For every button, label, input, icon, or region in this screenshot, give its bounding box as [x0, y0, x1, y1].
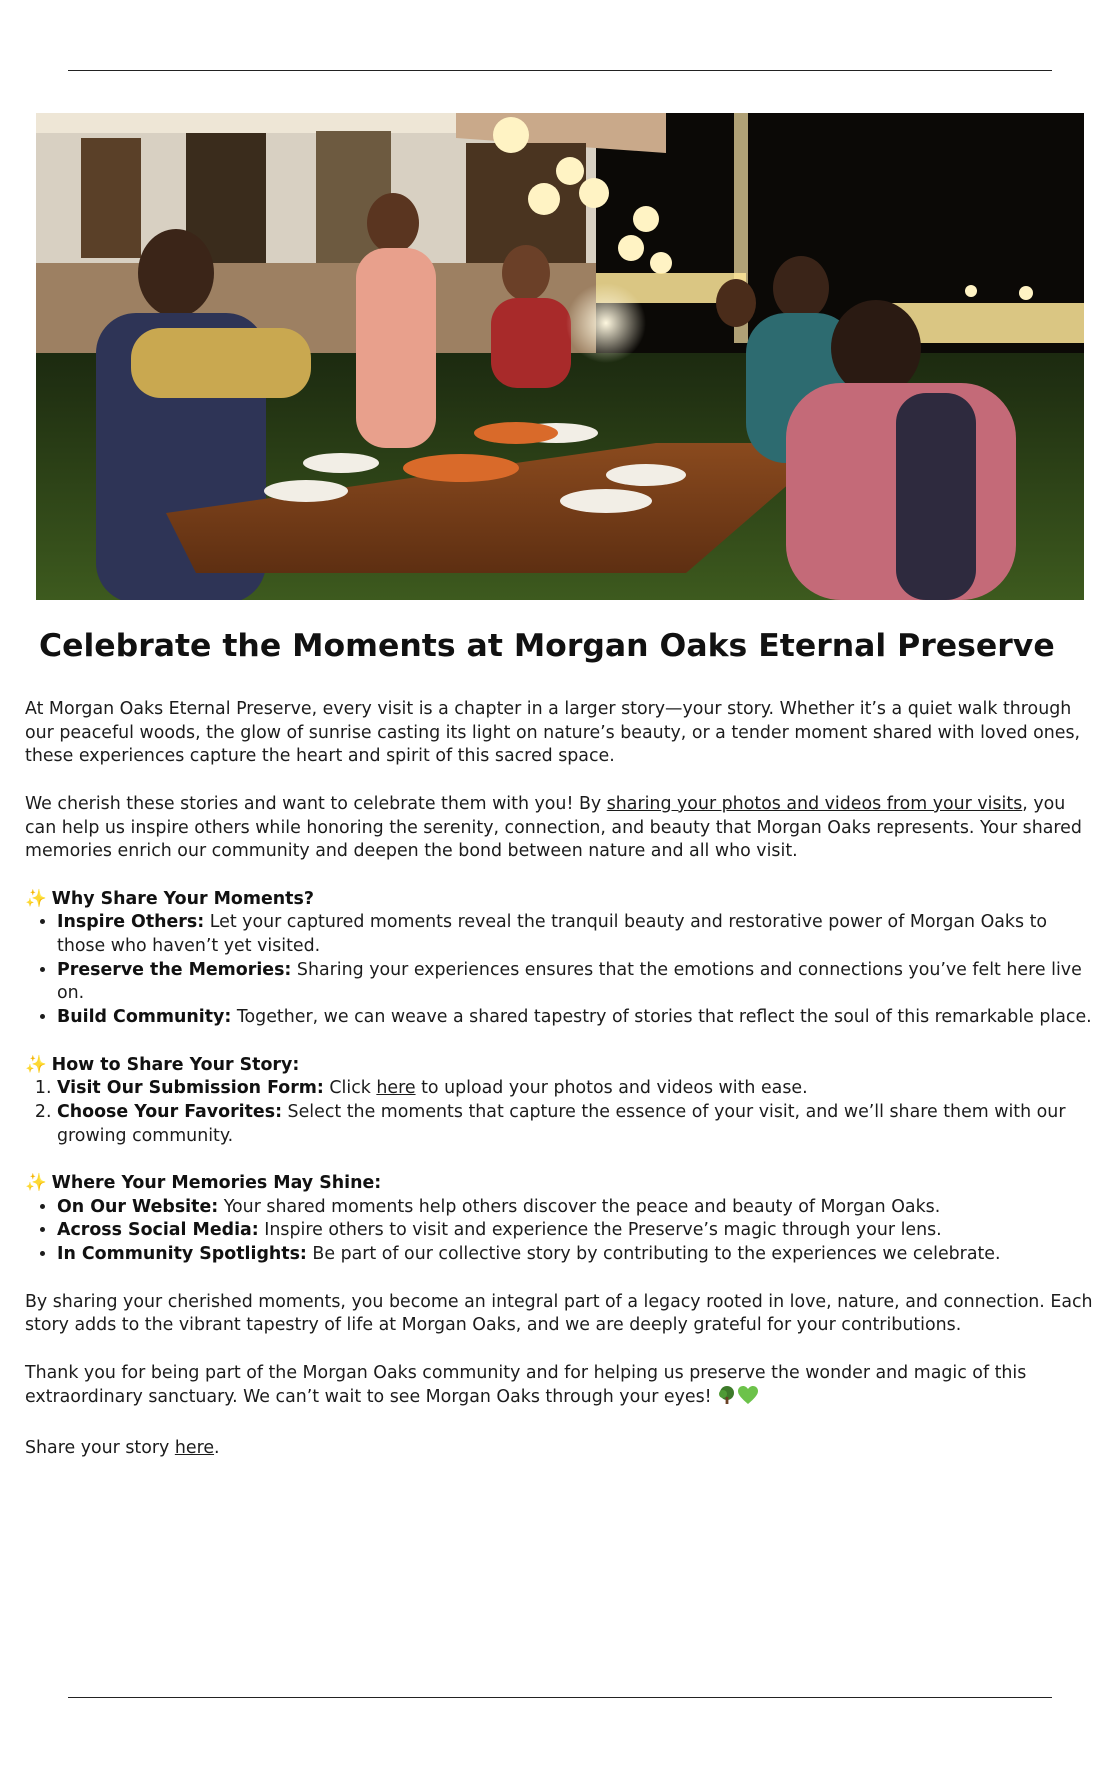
legacy-paragraph: By sharing your cherished moments, you become an integral part of a legacy rooted in love, nature, and connection. Each story adds to the vibrant tapestry of life at Morgan Oaks, and we are deeply grateful for your contributions.: [25, 1291, 1093, 1336]
list-item: • Preserve the Memories: Sharing your experiences ensures that the emotions and connections you’ve felt here live on.: [57, 959, 1095, 1006]
step-item: 1. Visit Our Submission Form: Click here to upload your photos and videos with ease.: [57, 1077, 1095, 1101]
page-title: Celebrate the Moments at Morgan Oaks Eternal Preserve: [39, 628, 1055, 664]
list-item: • Inspire Others: Let your captured moments reveal the tranquil beauty and restorative power of Morgan Oaks to those who haven’t yet visited.: [57, 911, 1095, 958]
list-item: • In Community Spotlights: Be part of our collective story by contributing to the experiences we celebrate.: [57, 1243, 1095, 1267]
list-item: • On Our Website: Your shared moments help others discover the peace and beauty of Morgan Oaks.: [57, 1196, 1095, 1220]
article-body: [25, 698, 1095, 1484]
green-heart-icon: [737, 1385, 759, 1413]
why-share-heading: ✨ Why Share Your Moments?: [25, 888, 314, 909]
intro-paragraph: At Morgan Oaks Eternal Preserve, every visit is a chapter in a larger story—your story. Whether it’s a quiet walk through our peaceful woods, the glow of sunrise casting its light on nature’s beauty, or a tender moment shared with loved ones, these experiences capture the heart and spirit of this sacred space.: [25, 699, 1081, 767]
sparkle-icon: ✨: [25, 1054, 47, 1075]
share-photos-link[interactable]: sharing your photos and videos from your visits: [606, 793, 1023, 814]
top-divider: [68, 70, 1052, 71]
thanks-paragraph: Thank you for being part of the Morgan Oaks community and for helping us preserve the wonder and magic of this extraordinary sanctuary. We can’t wait to see Morgan Oaks through your eyes!: [25, 1362, 1095, 1413]
how-to-share-steps: [25, 1077, 1095, 1148]
share-story-line: Share your story here.: [25, 1437, 220, 1458]
how-to-share-heading: ✨ How to Share Your Story:: [25, 1054, 300, 1075]
family-dinner-photo: [36, 113, 1084, 600]
hero-photo: [36, 113, 1084, 600]
why-share-list: [25, 911, 1095, 1030]
where-memories-list: [25, 1196, 1095, 1267]
list-item: • Build Community: Together, we can weave a shared tapestry of stories that reflect the soul of this remarkable place.: [57, 1006, 1095, 1030]
tree-icon: [717, 1385, 737, 1413]
sparkle-icon: ✨: [25, 888, 47, 909]
bottom-divider: [68, 1697, 1052, 1698]
step-item: 2. Choose Your Favorites: Select the moments that capture the essence of your visit, and we’ll share them with our growing community.: [57, 1101, 1095, 1148]
share-story-link[interactable]: here: [174, 1437, 215, 1458]
where-memories-heading: ✨ Where Your Memories May Shine:: [25, 1173, 382, 1193]
submission-form-link[interactable]: here: [376, 1078, 416, 1099]
list-item: • Across Social Media: Inspire others to visit and experience the Preserve’s magic through your lens.: [57, 1219, 1095, 1243]
sparkle-icon: ✨: [25, 1173, 47, 1193]
cherish-paragraph: We cherish these stories and want to celebrate them with you! By sharing your photos and videos from your visits, you can help us inspire others while honoring the serenity, connection, and beauty that Morgan Oaks represents. Your shared memories enrich our community and deepen the bond between nature and all who visit.: [25, 793, 1082, 862]
